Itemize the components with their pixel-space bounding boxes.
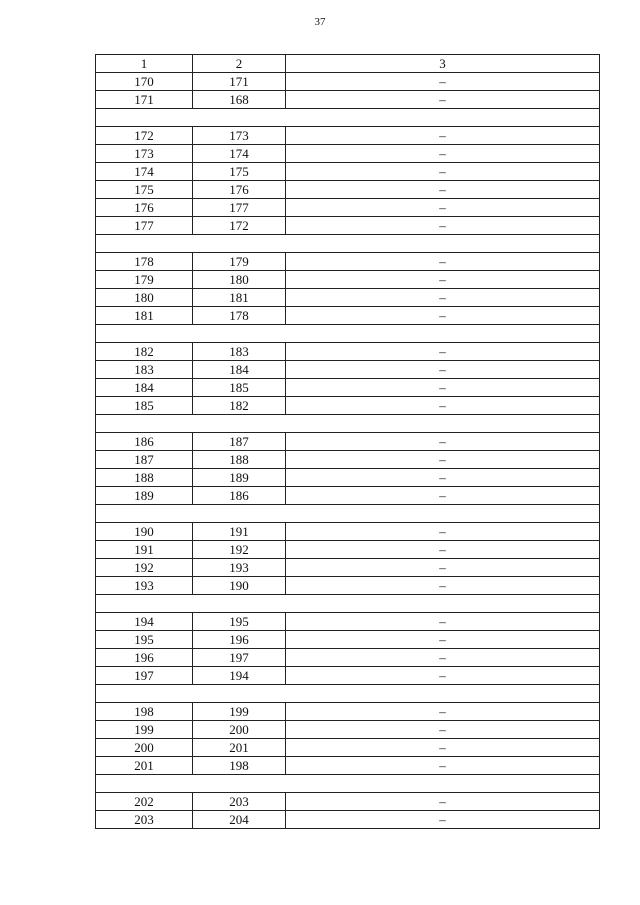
table-row (96, 289, 600, 307)
table-row (96, 199, 600, 217)
table-cell-col-1: 191 (96, 541, 193, 559)
table-row (96, 253, 600, 271)
spacer-cell (96, 415, 600, 433)
table-cell-col-1: 177 (96, 217, 193, 235)
table-cell-col-1: 178 (96, 253, 193, 271)
table-cell-col-3: – (286, 577, 600, 595)
table-cell-col-3: – (286, 649, 600, 667)
table-row (96, 361, 600, 379)
table-cell-col-3: – (286, 523, 600, 541)
table-cell-col-3: – (286, 487, 600, 505)
table-cell-col-2: 188 (193, 451, 286, 469)
spacer-cell (96, 505, 600, 523)
table-cell-col-2: 199 (193, 703, 286, 721)
table-cell-col-1: 198 (96, 703, 193, 721)
table-cell-col-3: – (286, 667, 600, 685)
table-cell-col-3: – (286, 343, 600, 361)
table-cell-col-2: 184 (193, 361, 286, 379)
table-cell-col-1: 173 (96, 145, 193, 163)
table-row (96, 91, 600, 109)
table-cell-col-2: 185 (193, 379, 286, 397)
table-cell-col-1: 200 (96, 739, 193, 757)
spacer-cell (96, 685, 600, 703)
table-row (96, 613, 600, 631)
table-row (96, 541, 600, 559)
table-row (96, 811, 600, 829)
table-spacer-row (96, 595, 600, 613)
table-cell-col-2: 204 (193, 811, 286, 829)
table-cell-col-3: – (286, 271, 600, 289)
table-cell-col-1: 190 (96, 523, 193, 541)
table-cell-col-2: 194 (193, 667, 286, 685)
table-spacer-row (96, 775, 600, 793)
table-cell-col-3: – (286, 451, 600, 469)
table-cell-col-1: 193 (96, 577, 193, 595)
table-row (96, 163, 600, 181)
table-cell-col-3: – (286, 613, 600, 631)
table-cell-col-2: 200 (193, 721, 286, 739)
table-cell-col-2: 179 (193, 253, 286, 271)
table-cell-col-3: – (286, 379, 600, 397)
table-cell-col-1: 199 (96, 721, 193, 739)
table-cell-col-2: 176 (193, 181, 286, 199)
table-cell-col-1: 194 (96, 613, 193, 631)
table-cell-col-3: – (286, 307, 600, 325)
table-header-row (96, 55, 600, 73)
table-cell-col-2: 182 (193, 397, 286, 415)
table-spacer-row (96, 415, 600, 433)
table-row (96, 469, 600, 487)
table-cell-col-1: 187 (96, 451, 193, 469)
table-cell-col-3: – (286, 631, 600, 649)
table-row (96, 271, 600, 289)
table-row (96, 307, 600, 325)
table-cell-col-2: 177 (193, 199, 286, 217)
table-cell-col-1: 170 (96, 73, 193, 91)
table-cell-col-3: – (286, 145, 600, 163)
table-cell-col-3: – (286, 73, 600, 91)
table-cell-col-1: 185 (96, 397, 193, 415)
table-row (96, 631, 600, 649)
header-cell-1: 1 (96, 55, 193, 73)
table-cell-col-2: 192 (193, 541, 286, 559)
spacer-cell (96, 109, 600, 127)
table-row (96, 559, 600, 577)
table-cell-col-1: 189 (96, 487, 193, 505)
table-cell-col-2: 187 (193, 433, 286, 451)
spacer-cell (96, 235, 600, 253)
table-cell-col-3: – (286, 91, 600, 109)
table-cell-col-3: – (286, 739, 600, 757)
header-cell-3: 3 (286, 55, 600, 73)
table-cell-col-1: 197 (96, 667, 193, 685)
table-cell-col-2: 190 (193, 577, 286, 595)
table-cell-col-3: – (286, 793, 600, 811)
table-row (96, 451, 600, 469)
table-cell-col-1: 203 (96, 811, 193, 829)
table-spacer-row (96, 325, 600, 343)
table-cell-col-1: 201 (96, 757, 193, 775)
table-cell-col-3: – (286, 541, 600, 559)
table-cell-col-3: – (286, 199, 600, 217)
table-cell-col-3: – (286, 469, 600, 487)
table-cell-col-2: 171 (193, 73, 286, 91)
table-cell-col-2: 197 (193, 649, 286, 667)
table-row (96, 181, 600, 199)
table-cell-col-2: 196 (193, 631, 286, 649)
data-table (95, 54, 600, 829)
table-cell-col-2: 173 (193, 127, 286, 145)
table-body (96, 73, 600, 829)
table-cell-col-2: 183 (193, 343, 286, 361)
table-cell-col-2: 175 (193, 163, 286, 181)
table-row (96, 649, 600, 667)
table-cell-col-2: 193 (193, 559, 286, 577)
table-cell-col-2: 172 (193, 217, 286, 235)
table-row (96, 721, 600, 739)
table-cell-col-2: 180 (193, 271, 286, 289)
table-cell-col-1: 192 (96, 559, 193, 577)
table-cell-col-1: 176 (96, 199, 193, 217)
spacer-cell (96, 325, 600, 343)
table-cell-col-2: 191 (193, 523, 286, 541)
table-cell-col-1: 174 (96, 163, 193, 181)
table-row (96, 73, 600, 91)
table-row (96, 739, 600, 757)
table-cell-col-3: – (286, 721, 600, 739)
table-cell-col-2: 203 (193, 793, 286, 811)
table-cell-col-2: 189 (193, 469, 286, 487)
table-cell-col-1: 175 (96, 181, 193, 199)
table-spacer-row (96, 109, 600, 127)
table-cell-col-3: – (286, 181, 600, 199)
table-cell-col-3: – (286, 811, 600, 829)
table-row (96, 577, 600, 595)
header-cell-2: 2 (193, 55, 286, 73)
table-row (96, 217, 600, 235)
page-number: 37 (314, 16, 326, 28)
table-row (96, 703, 600, 721)
table-cell-col-2: 181 (193, 289, 286, 307)
table-cell-col-2: 195 (193, 613, 286, 631)
table-cell-col-1: 181 (96, 307, 193, 325)
table-cell-col-1: 186 (96, 433, 193, 451)
table-row (96, 145, 600, 163)
table-cell-col-1: 171 (96, 91, 193, 109)
table-row (96, 379, 600, 397)
table-row (96, 397, 600, 415)
table-cell-col-1: 180 (96, 289, 193, 307)
spacer-cell (96, 775, 600, 793)
table-cell-col-1: 182 (96, 343, 193, 361)
table-cell-col-3: – (286, 127, 600, 145)
table-row (96, 127, 600, 145)
table-cell-col-3: – (286, 559, 600, 577)
table-cell-col-2: 178 (193, 307, 286, 325)
table-row (96, 757, 600, 775)
table-row (96, 343, 600, 361)
table-row (96, 793, 600, 811)
table-cell-col-2: 198 (193, 757, 286, 775)
table-cell-col-1: 188 (96, 469, 193, 487)
table-cell-col-3: – (286, 397, 600, 415)
table-cell-col-1: 195 (96, 631, 193, 649)
table-cell-col-3: – (286, 253, 600, 271)
table-cell-col-1: 202 (96, 793, 193, 811)
table-cell-col-3: – (286, 289, 600, 307)
table-cell-col-2: 201 (193, 739, 286, 757)
table-cell-col-2: 168 (193, 91, 286, 109)
table-row (96, 523, 600, 541)
table-row (96, 667, 600, 685)
table-row (96, 487, 600, 505)
table-cell-col-1: 196 (96, 649, 193, 667)
table-spacer-row (96, 235, 600, 253)
table-cell-col-1: 183 (96, 361, 193, 379)
table-row (96, 433, 600, 451)
spacer-cell (96, 595, 600, 613)
table-cell-col-3: – (286, 361, 600, 379)
table-cell-col-3: – (286, 703, 600, 721)
table-cell-col-3: – (286, 433, 600, 451)
table-cell-col-3: – (286, 217, 600, 235)
table-cell-col-2: 186 (193, 487, 286, 505)
table-cell-col-1: 184 (96, 379, 193, 397)
table-cell-col-3: – (286, 757, 600, 775)
table-cell-col-1: 172 (96, 127, 193, 145)
table-cell-col-3: – (286, 163, 600, 181)
table-spacer-row (96, 685, 600, 703)
table-spacer-row (96, 505, 600, 523)
table-cell-col-1: 179 (96, 271, 193, 289)
table-cell-col-2: 174 (193, 145, 286, 163)
